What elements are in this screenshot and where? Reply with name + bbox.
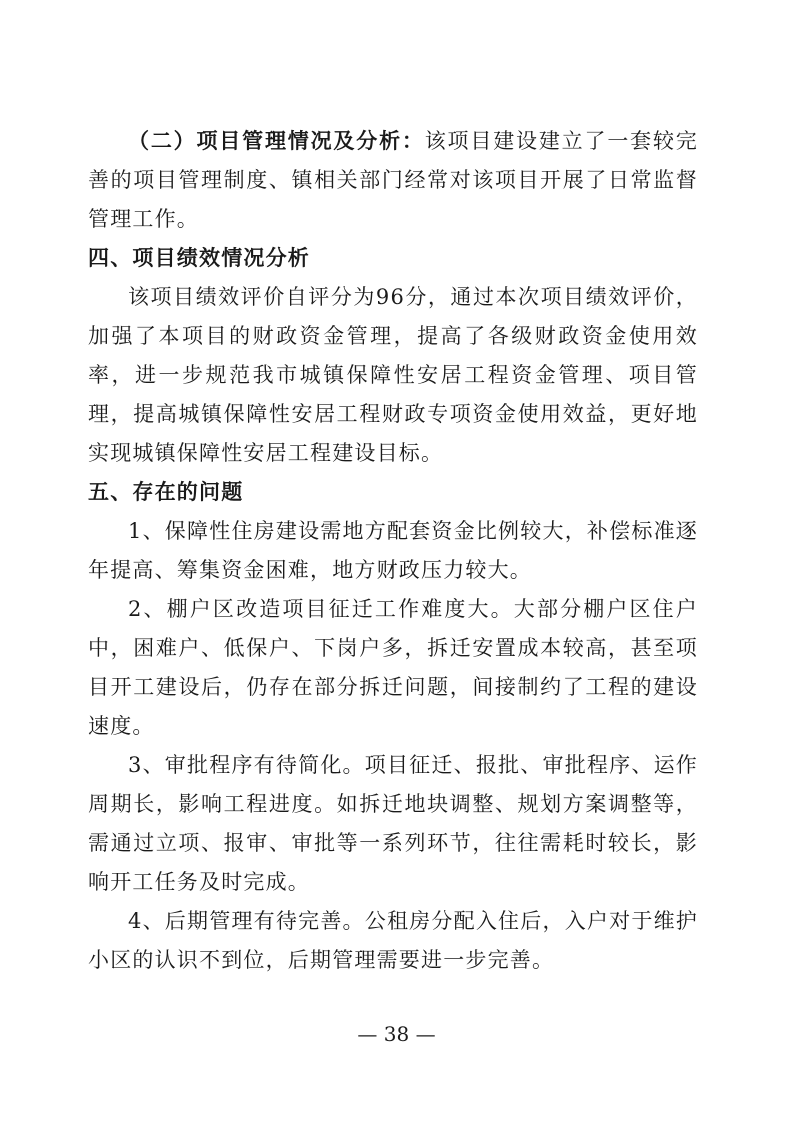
heading-existing-problems: 五、存在的问题 bbox=[88, 480, 244, 504]
heading-project-performance: 四、项目绩效情况分析 bbox=[88, 246, 310, 270]
performance-paragraph: 该项目绩效评价自评分为96分，通过本次项目绩效评价，加强了本项目的财政资金管理，提高了各级财政资金使用效率，进一步规范我市城镇保障性安居工程资金管理、项目管理，提高城镇保障性安居工程财政专项资金使用效益，更好地实现城镇保障性安居工程建设目标。 bbox=[88, 285, 698, 465]
section2-body: 该项目建设建立了一套较完善的项目管理制度、镇相关部门经常对该项目开展了日常监督管理工作。 bbox=[88, 129, 698, 231]
page-number: — 38 — bbox=[357, 1022, 436, 1046]
issue-item-2: 2、棚户区改造项目征迁工作难度大。大部分棚户区住户中，困难户、低保户、下岗户多，拆迁安置成本较高，甚至项目开工建设后，仍存在部分拆迁问题，间接制约了工程的建设速度。 bbox=[88, 597, 698, 738]
issue-item-3: 3、审批程序有待简化。项目征迁、报批、审批程序、运作周期长，影响工程进度。如拆迁地块调整、规划方案调整等，需通过立项、报审、审批等一系列环节，往往需耗时较长，影响开工任务及时完成。 bbox=[88, 753, 698, 894]
section2-paragraph bbox=[88, 121, 698, 239]
document-body bbox=[88, 121, 698, 980]
issue-item-1: 1、保障性住房建设需地方配套资金比例较大，补偿标准逐年提高、筹集资金困难，地方财政压力较大。 bbox=[88, 519, 698, 582]
section2-lead: （二）项目管理情况及分析： bbox=[128, 128, 425, 153]
issue-item-4: 4、后期管理有待完善。公租房分配入住后，入户对于维护小区的认识不到位，后期管理需要进一步完善。 bbox=[88, 909, 698, 972]
